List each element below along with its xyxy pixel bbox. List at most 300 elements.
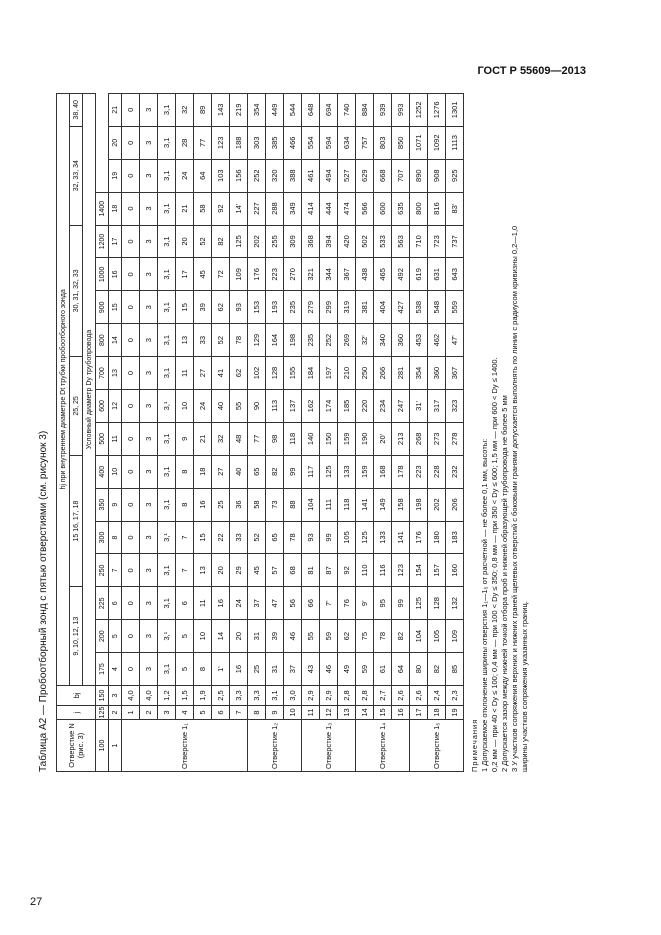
hj-cell: 48 xyxy=(230,422,248,455)
hj-cell: 740 xyxy=(338,93,356,126)
hj-cell: 99 xyxy=(284,455,302,488)
bj-cell: 4,0 xyxy=(140,686,158,706)
dy-value-cell: 500 xyxy=(96,422,109,455)
hj-cell: 340 xyxy=(374,324,392,357)
hj-cell: 33 xyxy=(194,324,212,357)
hj-cell: 99 xyxy=(392,587,410,620)
hj-cell: 0 xyxy=(122,389,140,422)
hj-cell: 202 xyxy=(428,488,446,521)
hj-cell: 25 xyxy=(248,653,266,686)
hj-cell: 118 xyxy=(284,422,302,455)
hj-cell: 270 xyxy=(284,258,302,291)
hj-cell: 88 xyxy=(284,488,302,521)
hj-cell: 141 xyxy=(356,488,374,521)
hj-cell: 1252 xyxy=(410,93,428,126)
hj-cell: 228 xyxy=(428,455,446,488)
hj-cell: 465 xyxy=(374,258,392,291)
hj-cell: 414 xyxy=(302,192,320,225)
hj-cell: 0 xyxy=(122,357,140,390)
hj-cell: 105 xyxy=(338,521,356,554)
hj-cell: 3 xyxy=(140,422,158,455)
hj-cell: 125 xyxy=(356,521,374,554)
hj-cell: 710 xyxy=(410,225,428,258)
hj-cell: 643 xyxy=(446,258,464,291)
column-number-cell: 4 xyxy=(109,653,122,686)
hj-cell: 20' xyxy=(374,422,392,455)
hj-cell: 32' xyxy=(356,324,374,357)
hj-cell: 140 xyxy=(302,422,320,455)
hj-cell: 40 xyxy=(230,455,248,488)
hj-cell: 800 xyxy=(410,192,428,225)
hj-cell: 668 xyxy=(374,159,392,192)
hj-cell: 178 xyxy=(392,455,410,488)
hj-cell: 288 xyxy=(266,192,284,225)
hj-cell: 538 xyxy=(410,291,428,324)
bj-cell: 2,8 xyxy=(338,686,356,706)
hj-cell: 156 xyxy=(230,159,248,192)
hj-cell: 27 xyxy=(212,455,230,488)
dy-value-cell: 300 xyxy=(96,521,109,554)
hj-cell: 3,1 xyxy=(158,422,176,455)
hj-cell: 461 xyxy=(302,159,320,192)
bj-cell: 3,0 xyxy=(284,686,302,706)
hj-cell: 1113 xyxy=(446,126,464,159)
hj-cell: 159 xyxy=(356,455,374,488)
table-row xyxy=(374,93,392,771)
hj-cell: 47' xyxy=(446,324,464,357)
hj-cell: 3 xyxy=(140,455,158,488)
hj-cell: 40 xyxy=(212,389,230,422)
hj-cell: 57 xyxy=(266,554,284,587)
bj-cell: 2,5 xyxy=(212,686,230,706)
hj-cell: 492 xyxy=(392,258,410,291)
hj-cell: 21 xyxy=(176,192,194,225)
hj-cell: 137 xyxy=(284,389,302,422)
row-index-cell: 9 xyxy=(266,706,284,720)
column-number-cell: 18 xyxy=(109,192,122,225)
hj-cell: 15 xyxy=(176,291,194,324)
table-row xyxy=(428,93,446,771)
hj-cell: 494 xyxy=(320,159,338,192)
hj-cell: 3 xyxy=(140,126,158,159)
hj-cell: 153 xyxy=(248,291,266,324)
hj-cell: 559 xyxy=(446,291,464,324)
hj-cell: 466 xyxy=(284,126,302,159)
hj-cell: 533 xyxy=(374,225,392,258)
hj-cell: 3,1 xyxy=(158,653,176,686)
hj-cell: 8 xyxy=(194,653,212,686)
hj-cell: 3,¹ xyxy=(158,620,176,653)
hj-cell: 36 xyxy=(230,488,248,521)
hj-cell: 68 xyxy=(284,554,302,587)
table-row xyxy=(410,93,428,771)
hole-group-label: Отверстие 1₂ xyxy=(248,720,302,772)
hj-cell: 10 xyxy=(194,620,212,653)
dy-value-cell: 225 xyxy=(96,587,109,620)
table-caption: Таблица А2 — Пробоотборный зонд с пятью отверстиями (см. рисунок 3) xyxy=(38,430,49,772)
hj-cell: 3,1 xyxy=(158,291,176,324)
hj-cell: 143 xyxy=(212,93,230,126)
dy-value-cell: 700 xyxy=(96,357,109,390)
hj-cell: 132 xyxy=(446,587,464,620)
hj-cell: 49 xyxy=(338,653,356,686)
hj-cell: 648 xyxy=(302,93,320,126)
hj-cell: 66 xyxy=(302,587,320,620)
bj-cell: 2,9 xyxy=(302,686,320,706)
hj-cell: 82 xyxy=(266,455,284,488)
hj-cell: 219 xyxy=(230,93,248,126)
page-number: 27 xyxy=(30,896,43,908)
hj-cell: 198 xyxy=(284,324,302,357)
hj-cell: 52 xyxy=(248,521,266,554)
hj-cell: 162 xyxy=(302,389,320,422)
hj-cell: 13 xyxy=(194,554,212,587)
hj-cell: 3,1 xyxy=(158,488,176,521)
hj-cell: 3 xyxy=(140,225,158,258)
hj-cell: 3,1 xyxy=(158,554,176,587)
bj-cell: 2,8 xyxy=(356,686,374,706)
hj-cell: 5 xyxy=(176,620,194,653)
dy-value-cell: 1000 xyxy=(96,258,109,291)
dy-value-cell: 250 xyxy=(96,554,109,587)
hj-cell: 453 xyxy=(410,324,428,357)
hj-cell: 45 xyxy=(194,258,212,291)
hj-cell: 198 xyxy=(410,488,428,521)
hj-cell: 427 xyxy=(392,291,410,324)
hj-cell: 52 xyxy=(212,324,230,357)
note-line: 0,2 мм — при 40 < Dy ≤ 100; 0,4 мм — при 100 < Dy ≤ 350; 0,8 мм — при 350 < Dy ≤ 600; 1,5 мм — при 600 < Dy ≤ 1400. xyxy=(490,357,499,772)
column-number-cell: 16 xyxy=(109,258,122,291)
hj-cell: 319 xyxy=(338,291,356,324)
hj-cell: 252 xyxy=(320,324,338,357)
hj-cell: 631 xyxy=(428,258,446,291)
row-index-cell: 11 xyxy=(302,706,320,720)
hj-cell: 81 xyxy=(302,554,320,587)
hj-cell: 92 xyxy=(338,554,356,587)
hj-cell: 3,1 xyxy=(158,324,176,357)
standard-header: ГОСТ Р 55609—2013 xyxy=(477,65,586,77)
hj-cell: 125 xyxy=(230,225,248,258)
hj-cell: 11 xyxy=(194,587,212,620)
hj-cell: 234 xyxy=(374,389,392,422)
hj-cell: 3 xyxy=(140,192,158,225)
hj-cell: 102 xyxy=(248,357,266,390)
bj-cell: 1,9 xyxy=(194,686,212,706)
hj-cell: 349 xyxy=(284,192,302,225)
hj-cell: 16 xyxy=(194,488,212,521)
bj-cell: 1,5 xyxy=(176,686,194,706)
hj-cell: 103 xyxy=(212,159,230,192)
hj-cell: 62 xyxy=(230,357,248,390)
hj-cell: 3,1 xyxy=(158,455,176,488)
hj-cell: 367 xyxy=(338,258,356,291)
hole-group-label: Отверстие 1₅ xyxy=(410,720,464,772)
hj-cell: 159 xyxy=(338,422,356,455)
hj-cell: 317 xyxy=(428,389,446,422)
hj-cell: 227 xyxy=(248,192,266,225)
dt-group-cell: 15 16, 17, 18 xyxy=(70,455,83,587)
hj-cell: 993 xyxy=(392,93,410,126)
hj-cell: 566 xyxy=(356,192,374,225)
note-line: ширины участков сопряжения указанных границ. xyxy=(520,601,529,772)
hj-cell: 109 xyxy=(446,620,464,653)
hj-cell: 0 xyxy=(122,455,140,488)
bj-cell: 3,1 xyxy=(266,686,284,706)
data-table xyxy=(56,93,464,772)
hj-cell: 0 xyxy=(122,620,140,653)
table-row xyxy=(230,93,248,771)
hj-cell: 87 xyxy=(320,554,338,587)
column-number-cell: 1 xyxy=(109,720,122,772)
hj-cell: 89 xyxy=(194,93,212,126)
hj-cell: 0 xyxy=(122,93,140,126)
hj-cell: 252 xyxy=(248,159,266,192)
column-number-cell: 3 xyxy=(109,686,122,706)
hj-cell: 55 xyxy=(230,389,248,422)
column-number-cell: 11 xyxy=(109,422,122,455)
row-index-cell: 8 xyxy=(248,706,266,720)
dy-value-cell: 600 xyxy=(96,389,109,422)
row-index-cell: 19 xyxy=(446,706,464,720)
hj-cell: 155 xyxy=(284,357,302,390)
hj-cell: 0 xyxy=(122,291,140,324)
hj-cell: 438 xyxy=(356,258,374,291)
hj-cell: 22 xyxy=(212,521,230,554)
hj-cell: 266 xyxy=(374,357,392,390)
hj-cell: 11 xyxy=(176,357,194,390)
hj-cell: 3 xyxy=(140,258,158,291)
hj-cell: 1276 xyxy=(428,93,446,126)
hj-cell: 3,1 xyxy=(158,258,176,291)
bj-cell: 1,2 xyxy=(158,686,176,706)
bj-cell: 2,4 xyxy=(428,686,446,706)
row-index-cell: 13 xyxy=(338,706,356,720)
hj-cell: 73 xyxy=(266,488,284,521)
notes-title: Примечания xyxy=(470,718,479,772)
hj-cell: 3,1 xyxy=(158,587,176,620)
hj-cell: 3,¹ xyxy=(158,521,176,554)
hj-cell: 24 xyxy=(194,389,212,422)
hj-cell: 168 xyxy=(374,455,392,488)
hj-cell: 548 xyxy=(428,291,446,324)
table-row xyxy=(212,93,230,771)
hj-cell: 158 xyxy=(392,488,410,521)
hj-cell: 82 xyxy=(428,653,446,686)
hj-cell: 1' xyxy=(212,653,230,686)
hj-cell: 5 xyxy=(176,653,194,686)
hj-cell: 816 xyxy=(428,192,446,225)
row-index-cell: 10 xyxy=(284,706,302,720)
hj-cell: 93 xyxy=(230,291,248,324)
hj-cell: 0 xyxy=(122,159,140,192)
hj-cell: 890 xyxy=(410,159,428,192)
column-number-cell: 14 xyxy=(109,324,122,357)
table-row xyxy=(320,93,338,771)
dt-group-cell: 9, 10, 12, 13 xyxy=(70,587,83,686)
hj-cell: 10 xyxy=(176,389,194,422)
hj-cell: 3,1 xyxy=(158,357,176,390)
bj-cell: 2,3 xyxy=(446,686,464,706)
hj-cell: 388 xyxy=(284,159,302,192)
hj-cell: 634 xyxy=(338,126,356,159)
hj-cell: 62 xyxy=(212,291,230,324)
hj-cell: 90 xyxy=(248,389,266,422)
hj-cell: 502 xyxy=(356,225,374,258)
hj-cell: 93 xyxy=(302,521,320,554)
hj-cell: 925 xyxy=(446,159,464,192)
hj-cell: 20 xyxy=(230,620,248,653)
hj-cell: 600 xyxy=(374,192,392,225)
hj-cell: 125 xyxy=(320,455,338,488)
hj-cell: 45 xyxy=(248,554,266,587)
dy-value-cell: 350 xyxy=(96,488,109,521)
hj-cell: 32 xyxy=(176,93,194,126)
hj-cell: 309 xyxy=(284,225,302,258)
row-index-cell: 16 xyxy=(392,706,410,720)
hole-group-label: Отверстие 1₃ xyxy=(302,720,356,772)
dy-value-cell: 1200 xyxy=(96,225,109,258)
hj-cell: 1301 xyxy=(446,93,464,126)
table-row xyxy=(338,93,356,771)
hj-cell: 61 xyxy=(374,653,392,686)
hj-cell: 123 xyxy=(392,554,410,587)
hj-cell: 594 xyxy=(320,126,338,159)
hj-cell: 213 xyxy=(392,422,410,455)
table-row xyxy=(140,93,158,771)
hj-cell: 118 xyxy=(338,488,356,521)
hj-cell: 360 xyxy=(428,357,446,390)
dy-value-cell: 900 xyxy=(96,291,109,324)
hj-cell: 37 xyxy=(248,587,266,620)
hj-cell: 278 xyxy=(446,422,464,455)
hj-cell: 7 xyxy=(176,554,194,587)
column-number-cell: 2 xyxy=(109,706,122,720)
dy-header: Условный диаметр Dy трубопровода xyxy=(83,93,96,685)
table-row xyxy=(248,93,266,771)
column-number-cell: 6 xyxy=(109,587,122,620)
hj-cell: 92 xyxy=(212,192,230,225)
hj-cell: 59 xyxy=(320,620,338,653)
hj-cell: 190 xyxy=(356,422,374,455)
column-number-cell: 12 xyxy=(109,389,122,422)
hj-cell: 3 xyxy=(140,159,158,192)
hj-cell: 554 xyxy=(302,126,320,159)
hj-cell: 20 xyxy=(212,554,230,587)
dt-group-cell: 25, 25 xyxy=(70,357,83,456)
hj-cell: 188 xyxy=(230,126,248,159)
rotated-table-block xyxy=(38,97,598,772)
hj-cell: 31' xyxy=(410,389,428,422)
hj-cell: 7' xyxy=(320,587,338,620)
hj-cell: 31 xyxy=(248,620,266,653)
hj-cell: 381 xyxy=(356,291,374,324)
hole-header: Отверстие N (рис. 3) xyxy=(57,720,96,772)
hj-cell: 3 xyxy=(140,521,158,554)
column-number-cell: 13 xyxy=(109,357,122,390)
column-number-cell: 20 xyxy=(109,126,122,159)
hj-cell: 3,1 xyxy=(158,126,176,159)
hj-cell: 64 xyxy=(392,653,410,686)
hj-cell: 404 xyxy=(374,291,392,324)
table-row xyxy=(446,93,464,771)
hj-cell: 0 xyxy=(122,422,140,455)
hj-cell: 75 xyxy=(356,620,374,653)
hj-cell: 250 xyxy=(356,357,374,390)
table-row xyxy=(122,93,140,771)
hj-cell: 273 xyxy=(428,422,446,455)
hj-cell: 354 xyxy=(410,357,428,390)
hj-cell: 47 xyxy=(266,587,284,620)
hj-cell: 3,¹ xyxy=(158,389,176,422)
bj-cell: 2,9 xyxy=(320,686,338,706)
hj-cell: 908 xyxy=(428,159,446,192)
hj-cell: 24 xyxy=(176,159,194,192)
hj-cell: 3,1 xyxy=(158,192,176,225)
hj-cell: 105 xyxy=(428,620,446,653)
column-number-cell: 17 xyxy=(109,225,122,258)
hj-cell: 320 xyxy=(266,159,284,192)
hj-cell: 52 xyxy=(194,225,212,258)
hj-cell: 78 xyxy=(284,521,302,554)
note-line: 3 У участков сопряжения верхних и нижних граней щелевых отверстий с боковыми гранями допускается выполнять по линии с радиусом кривизны 0,2—1,0 xyxy=(510,225,519,772)
hj-cell: 174 xyxy=(320,389,338,422)
hj-cell: 104 xyxy=(302,488,320,521)
hj-cell: 13 xyxy=(176,324,194,357)
hj-cell: 3 xyxy=(140,357,158,390)
hj-cell: 37 xyxy=(284,653,302,686)
hj-cell: 0 xyxy=(122,192,140,225)
row-index-cell: 17 xyxy=(410,706,428,720)
hj-cell: 3,1 xyxy=(158,93,176,126)
row-index-cell: 18 xyxy=(428,706,446,720)
hj-cell: 123 xyxy=(212,126,230,159)
hj-cell: 128 xyxy=(266,357,284,390)
column-number-cell: 15 xyxy=(109,291,122,324)
row-index-cell: 3 xyxy=(158,706,176,720)
dt-group-cell: 32, 33, 34 xyxy=(70,126,83,225)
hj-cell: 55 xyxy=(302,620,320,653)
hj-cell: 24 xyxy=(230,587,248,620)
hj-cell: 20 xyxy=(176,225,194,258)
hj-cell: 72 xyxy=(212,258,230,291)
hj-cell: 619 xyxy=(410,258,428,291)
hj-cell: 360 xyxy=(392,324,410,357)
hj-cell: 420 xyxy=(338,225,356,258)
hj-cell: 247 xyxy=(392,389,410,422)
dy-value-cell: 1400 xyxy=(96,192,109,225)
hj-cell: 7 xyxy=(176,521,194,554)
row-index-cell: 6 xyxy=(212,706,230,720)
hj-cell: 133 xyxy=(338,455,356,488)
hj-cell: 117 xyxy=(302,455,320,488)
hj-cell: 160 xyxy=(446,554,464,587)
hj-cell: 3 xyxy=(140,389,158,422)
hj-cell: 164 xyxy=(266,324,284,357)
dy-value-cell: 175 xyxy=(96,653,109,686)
hj-cell: 0 xyxy=(122,521,140,554)
hj-cell: 17 xyxy=(176,258,194,291)
hj-cell: 116 xyxy=(374,554,392,587)
hj-cell: 3 xyxy=(140,93,158,126)
column-number-cell: 19 xyxy=(109,159,122,192)
hj-cell: 80 xyxy=(410,653,428,686)
hj-cell: 78 xyxy=(230,324,248,357)
hj-cell: 193 xyxy=(266,291,284,324)
hj-cell: 206 xyxy=(446,488,464,521)
hj-cell: 150 xyxy=(320,422,338,455)
hj-cell: 128 xyxy=(428,587,446,620)
hj-cell: 31 xyxy=(266,653,284,686)
